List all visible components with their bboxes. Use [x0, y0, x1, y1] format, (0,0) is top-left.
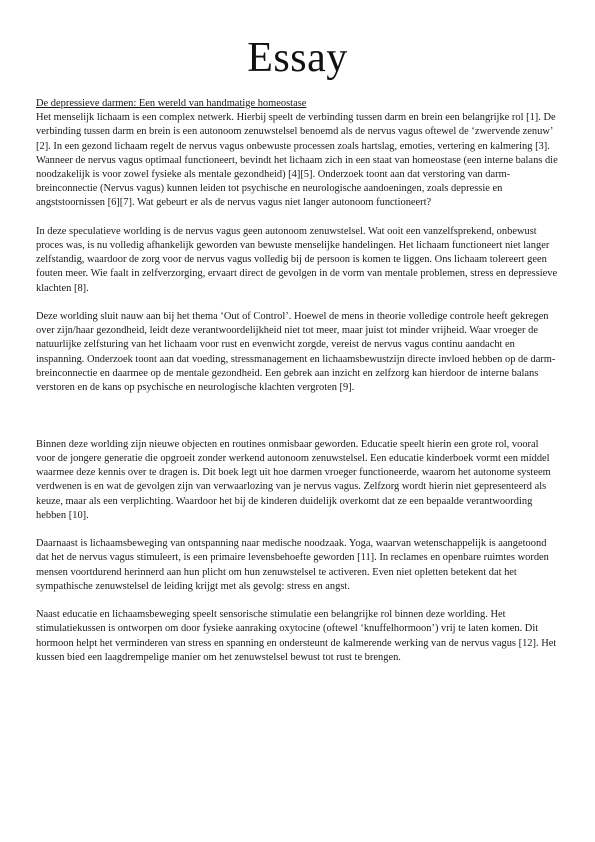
essay-subtitle: De depressieve darmen: Een wereld van handmatige homeostase [36, 98, 307, 109]
paragraph-sensory-stimulation: Naast educatie en lichaamsbeweging speelt sensorische stimulatie een belangrijke rol binnen deze worlding. Het stimulatiekussen is ontworpen om door fysieke aanraking oxytocine (oftewel ‘knuffelhormoon’) vrij te laten komen. Dit hormoon helpt het verminderen van stress en spanning en ondersteunt de kalmerende werking van de nervus vagus [12]. Het kussen bied een laagdrempelige manier om het zenuwstelsel bewust tot rust te brengen. [36, 609, 557, 663]
paragraph-speculative-worlding: In deze speculatieve worlding is de nervus vagus geen autonoom zenuwstelsel. Wat ooit een vanzelfsprekend, onbewust proces was, is nu volledig afhankelijk geworden van bewuste menselijke handelingen. Het lichaam functioneert niet langer zelfstandig, waardoor de zorg voor de nervus vagus volledig bij de persoon is komen te liggen. Ons lichaam tolereert geen fouten meer. Wie faalt in zelfverzorging, ervaart direct de gevolgen in de vorm van mentale problemen, stress en depressieve klachten [8]. [36, 225, 558, 294]
page-title: Essay [247, 35, 348, 81]
paragraph-body-movement: Daarnaast is lichaamsbeweging van ontspanning naar medische noodzaak. Yoga, waarvan wetenschappelijk is aangetoond dat het de nervus vagus stimuleert, is een primaire levensbehoefte geworden [11]. In reclames en openbare ruimtes worden mensen voortdurend herinnerd aan hun plicht om hun zenuwstelsel te activeren. Even niet opletten betekent dat het sympathische zenuwstelsel de leiding krijgt met als gevolg: stress en angst. [36, 538, 549, 592]
paragraph-out-of-control: Deze worlding sluit nauw aan bij het thema ‘Out of Control’. Hoewel de mens in theorie volledige controle heeft gekregen over zijn/haar gezondheid, leidt deze verantwoordelijkheid niet tot meer, maar juist tot minder vrijheid. Waar vroeger de natuurlijke zelfsturing van het lichaam voor rust en evenwicht zorgde, vereist de nervus vagus continu aandacht en inspanning. Onderzoek toont aan dat voeding, stressmanagement en lichaamsbewustzijn directe invloed hebben op de darm-breinconnectie en daarmee op de mentale gezondheid. Een gebrek aan inzicht en zelfzorg kan hierdoor de interne balans verstoren en de kans op psychische en neurologische klachten vergroten [9]. [36, 311, 556, 394]
paragraph-new-objects: Binnen deze worlding zijn nieuwe objecten en routines onmisbaar geworden. Educatie speelt hierin een grote rol, vooral voor de jongere generatie die opgroeit zonder werkend autonoom zenuwstelsel. Een educatie kinderboek vormt een middel waarmee deze kennis over te dragen is. Dit boek legt uit hoe darmen vroeger functioneerde, waarom het autonome systeem verdwenen is en wat de gevolgen zijn van verwaarlozing van je nervus vagus. Zelfzorg wordt hierin niet gepresenteerd als keuze, maar als een verplichting. Waardoor het bij de kinderen duidelijk overkomt dat ze een bepaalde verantwoording hebben [10]. [36, 438, 551, 521]
paragraph-intro: Het menselijk lichaam is een complex netwerk. Hierbij speelt de verbinding tussen darm en brein een belangrijke rol [1]. De verbinding tussen darm en brein is een autonoom zenuwstelsel benoemd als de nervus vagus oftewel de ‘zwervende zenuw’ [2]. In een gezond lichaam regelt de nervus vagus onbewuste processen zoals hartslag, emoties, vertering en kalmering [3]. Wanneer de nervus vagus optimaal functioneert, bevindt het lichaam zich in een staat van homeostase (een interne balans die noodzakelijk is voor zowel fysieke als mentale gezondheid) [4][5]. Onderzoek toont aan dat verstoring van darm-breinconnectie (Nervus vagus) kunnen leiden tot psychische en neurologische aandoeningen, zoals depressie en angststoornissen [6][7]. Wat gebeurt er als de nervus vagus niet langer autonoom functioneert? [36, 112, 558, 209]
essay-body [36, 97, 560, 679]
